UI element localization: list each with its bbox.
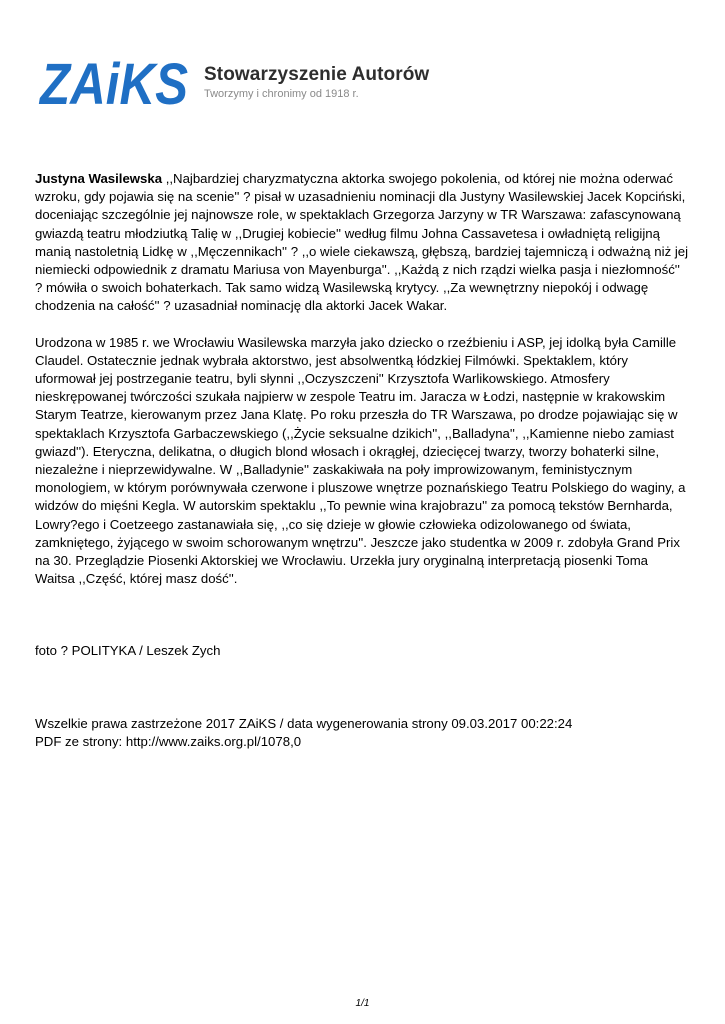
article-body [35, 170, 690, 751]
photo-credit: foto ? POLITYKA / Leszek Zych [35, 643, 221, 659]
page-footer [35, 715, 690, 751]
rights-line: Wszelkie prawa zastrzeżone 2017 ZAiKS / data wygenerowania strony 09.03.2017 00:22:24 [35, 715, 573, 731]
brand-block [204, 64, 429, 101]
article-paragraph-2: Urodzona w 1985 r. we Wrocławiu Wasilewska marzyła jako dziecko o rzeźbieniu i ASP, jej idolką była Camille Claudel. Ostatecznie jednak wybrała aktorstwo, jest absolwentką łódzkiej Filmówki. Spektaklem, który uformował jej postrzeganie teatru, byli słynni ,,Oczyszczeni'' Krzysztofa Warlikowskiego. Atmosfery nieskrępowanej twórczości szukała najpierw w zespole Teatru im. Jaracza w Łodzi, następnie w krakowskim Starym Teatrze, kierowanym przez Jana Klatę. Po roku przeszła do TR Warszawa, po drodze pojawiając się w spektaklach Krzysztofa Garbaczewskiego (,,Życie seksualne dzikich'', ,,Balladyna'', ,,Kamienne niebo zamiast gwiazd''). Eteryczna, delikatna, o długich blond włosach i okrągłej, dziecięcej twarzy, tworzy bohaterki silne, niezależne i nieprzewidywalne. W ,,Balladynie'' zaskakiwała na poły improwizowanym, feministycznym monologiem, w którym porównywała czerwone i pluszowe wnętrze poznańskiego Teatru Polskiego do waginy, a widzów do mięśni Kegla. W autorskim spektaklu ,,To pewnie wina krajobrazu'' za pomocą tekstów Bernharda, Lowry?ego i Coetzeego zastanawiała się, ,,co się dzieje w głowie człowieka odizolowanego od świata, zamkniętego, żyjącego w swoim schorowanym wnętrzu''. Jeszcze jako studentka w 2009 r. zdobyła Grand Prix na 30. Przeglądzie Piosenki Aktorskiej we Wrocławiu. Urzekła jury oryginalną interpretacją piosenki Toma Waitsa ,,Część, której masz dość''. [35, 334, 686, 587]
article-paragraph-1 [35, 170, 690, 316]
zaiks-logo [38, 52, 190, 117]
brand-name: Stowarzyszenie Autorów [204, 64, 430, 85]
pdf-source-line: PDF ze strony: http://www.zaiks.org.pl/1078,0 [35, 733, 302, 749]
author-name: Justyna Wasilewska [35, 171, 163, 186]
paragraph-1-text: ,,Najbardziej charyzmatyczna aktorka swojego pokolenia, od której nie można oderwać wzroku, gdy pojawia się na scenie'' ? pisał w uzasadnieniu nominacji dla Justyny Wasilewskiej Jacek Kopciński, doceniając szczególnie jej najnowsze role, w spektaklach Grzegorza Jarzyny w TR Warszawa: zafascynowaną gwiazdą teatru młodziutką Talię w ,,Drugiej kobiecie'' według filmu Johna Cassavetesa i owładniętą religijną manią nastoletnią Lidkę w ,,Męczennikach'' ? ,,o wiele ciekawszą, głębszą, bardziej tajemniczą i odważną niż jej niemiecki odpowiednik z dramatu Mariusa von Mayenburga''. ,,Każdą z nich rządzi wielka pasja i niezłomność'' ? mówiła o swoich bohaterkach. Tak samo widzą Wasilewską krytycy. ,,Za wewnętrzny niepokój i odwagę chodzenia na całość'' ? uzasadniał nominację dla aktorki Jacek Wakar. [35, 171, 689, 314]
page-number: 1/1 [355, 998, 370, 1009]
logo-wordmark: ZAiKS [38, 52, 189, 117]
page-header [38, 52, 440, 117]
brand-tagline: Tworzymy i chronimy od 1918 r. [204, 88, 359, 100]
